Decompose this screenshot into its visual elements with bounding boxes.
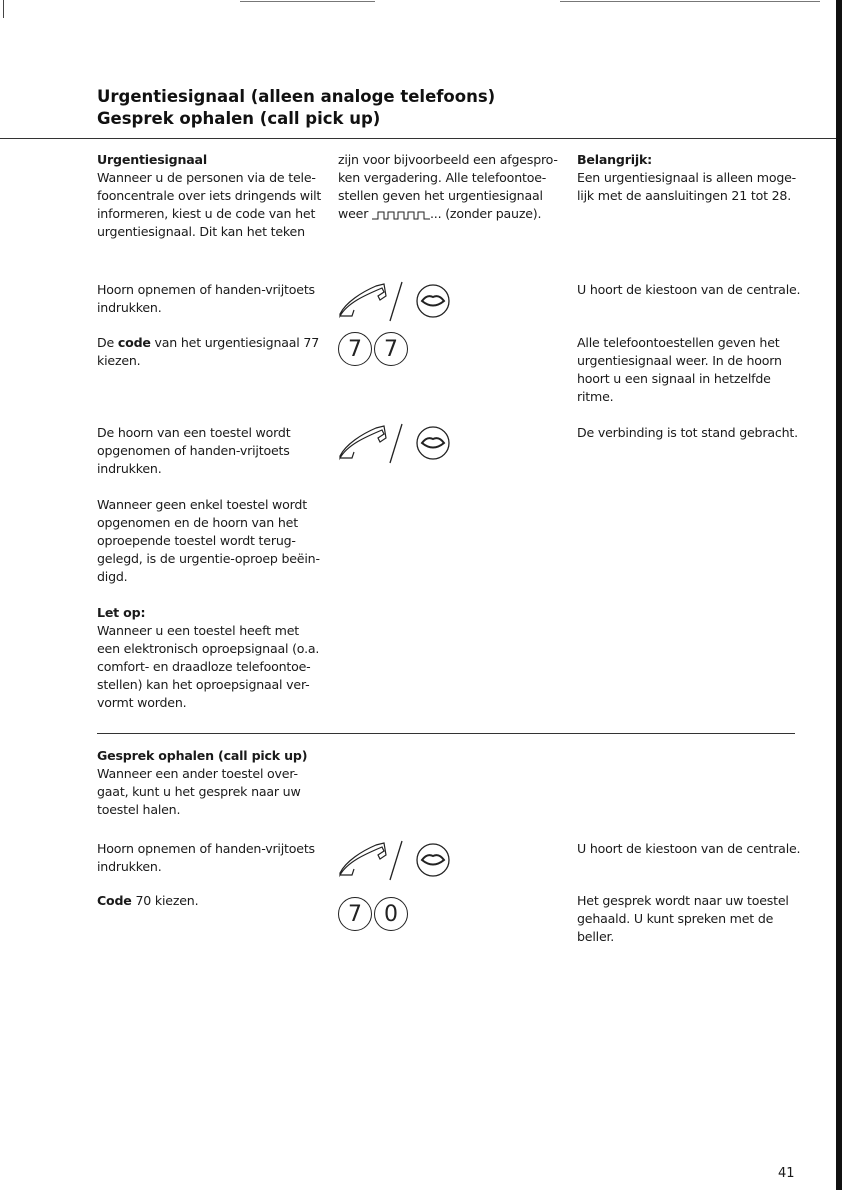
digit-key: 7	[338, 332, 372, 366]
scan-mark-top	[560, 1, 820, 2]
text: van het urgentiesignaal 77 kiezen.	[97, 335, 320, 368]
signal-pattern-icon	[372, 210, 430, 220]
letop-heading: Let op:	[97, 605, 146, 620]
pickup-text: Wanneer een ander toestel over-gaat, kunt u het gesprek naar uw toestel halen.	[97, 766, 301, 817]
step-action	[97, 892, 322, 910]
step-result: De verbinding is tot stand gebracht.	[577, 425, 798, 440]
scan-mark-top	[240, 1, 375, 2]
intro-text-2: zijn voor bijvoorbeeld een afgespro-ken vergadering. Alle telefoontoe-stellen geven het urgentiesignaal weer	[338, 152, 558, 221]
important-text: Een urgentiesignaal is alleen moge-lijk met de aansluitingen 21 tot 28.	[577, 170, 797, 203]
step-result: Het gesprek wordt naar uw toestel gehaald. U kunt spreken met de beller.	[577, 893, 789, 944]
handset-or-speaker-icon	[338, 418, 458, 468]
title-divider	[0, 138, 836, 139]
title-line-2: Gesprek ophalen (call pick up)	[97, 109, 381, 128]
dial-digits	[338, 332, 408, 372]
important-heading: Belangrijk:	[577, 152, 652, 167]
letop-note	[97, 604, 322, 712]
digit-key: 7	[338, 897, 372, 931]
intro-col1	[97, 151, 322, 241]
intro-text: Wanneer u de personen via de tele-fooncentrale over iets dringends wilt informeren, kiest u de code van het urgentiesignaal. Dit kan het teken	[97, 170, 322, 239]
handset-or-speaker-icon	[338, 835, 458, 885]
section-divider	[97, 733, 795, 734]
intro-text-3: ... (zonder pauze).	[430, 206, 542, 221]
letop-text: Wanneer u een toestel heeft met een elektronisch oproepsignaal (o.a. comfort- en draadloze telefoontoe-stellen) kan het oproepsignaal ver-vormt worden.	[97, 623, 320, 710]
page-number: 41	[778, 1166, 795, 1181]
step-action	[97, 334, 322, 370]
important-note	[577, 151, 802, 205]
step-action: Hoorn opnemen of handen-vrijtoets indrukken.	[97, 841, 315, 874]
intro-heading: Urgentiesignaal	[97, 152, 207, 167]
code-label: Code	[97, 893, 132, 908]
step-action: De hoorn van een toestel wordt opgenomen of handen-vrijtoets indrukken.	[97, 425, 291, 476]
title-line-1: Urgentiesignaal (alleen analoge telefoons)	[97, 87, 496, 106]
scan-mark	[3, 0, 4, 18]
digit-key: 0	[374, 897, 408, 931]
intro-col2	[338, 151, 563, 223]
handset-or-speaker-icon	[338, 276, 458, 326]
pickup-intro	[97, 747, 322, 819]
step-result: U hoort de kiestoon van de centrale.	[577, 841, 801, 856]
pickup-heading: Gesprek ophalen (call pick up)	[97, 748, 308, 763]
dial-digits	[338, 897, 408, 937]
step-action: Hoorn opnemen of handen-vrijtoets indrukken.	[97, 282, 315, 315]
code-label: code	[117, 335, 151, 350]
page-title	[97, 86, 495, 130]
text: De	[97, 335, 118, 350]
end-note: Wanneer geen enkel toestel wordt opgenomen en de hoorn van het oproepende toestel wordt terug-gelegd, is de urgentie-oproep beëin-digd.	[97, 497, 320, 584]
step-result: U hoort de kiestoon van de centrale.	[577, 282, 801, 297]
step-result: Alle telefoontoestellen geven het urgentiesignaal weer. In de hoorn hoort u een signaal in hetzelfde ritme.	[577, 335, 782, 404]
scan-border	[836, 0, 842, 1190]
digit-key: 7	[374, 332, 408, 366]
text: 70 kiezen.	[131, 893, 199, 908]
